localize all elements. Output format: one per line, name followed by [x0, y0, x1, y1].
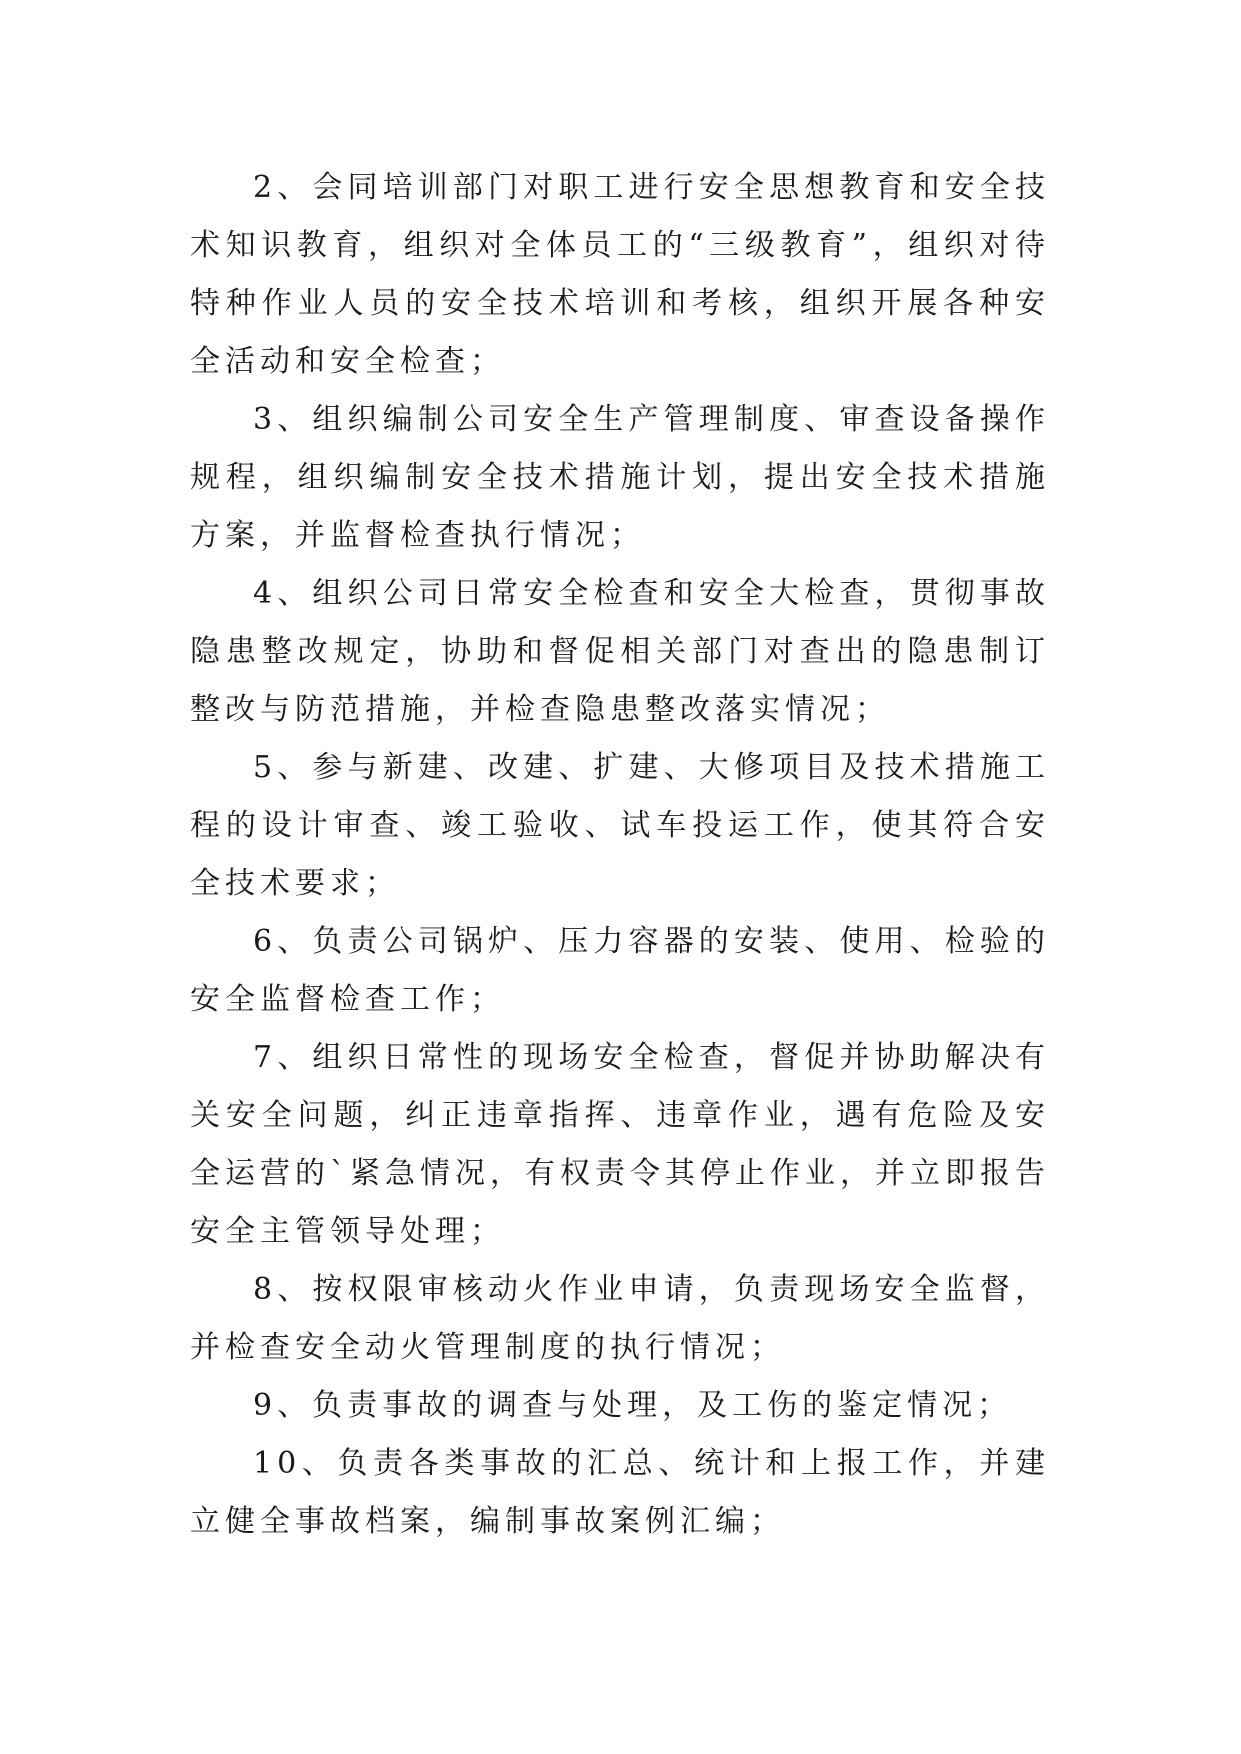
paragraph-item-5: 5、参与新建、改建、扩建、大修项目及技术措施工程的设计审查、竣工验收、试车投运工作，使其符合安全技术要求； — [190, 750, 1050, 901]
paragraph-item-6: 6、负责公司锅炉、压力容器的安装、使用、检验的安全监督检查工作； — [190, 924, 1050, 1017]
paragraph-item-7: 7、组织日常性的现场安全检查，督促并协助解决有关安全问题，纠正违章指挥、违章作业，遇有危险及安全运营的`紧急情况，有权责令其停止作业，并立即报告安全主管领导处理； — [190, 1040, 1050, 1249]
paragraph-item-4: 4、组织公司日常安全检查和安全大检查，贯彻事故隐患整改规定，协助和督促相关部门对查出的隐患制订整改与防范措施，并检查隐患整改落实情况； — [190, 576, 1050, 727]
document-body — [190, 159, 1050, 1551]
paragraph-item-8: 8、按权限审核动火作业申请，负责现场安全监督，并检查安全动火管理制度的执行情况； — [190, 1272, 1050, 1365]
paragraph-item-9: 9、负责事故的调查与处理，及工伤的鉴定情况； — [253, 1388, 1013, 1423]
paragraph-item-10: 10、负责各类事故的汇总、统计和上报工作，并建立健全事故档案，编制事故案例汇编； — [190, 1446, 1050, 1539]
paragraph-item-3: 3、组织编制公司安全生产管理制度、审查设备操作规程，组织编制安全技术措施计划，提出安全技术措施方案，并监督检查执行情况； — [190, 402, 1050, 553]
paragraph-item-2: 2、会同培训部门对职工进行安全思想教育和安全技术知识教育，组织对全体员工的“三级教育”，组织对待特种作业人员的安全技术培训和考核，组织开展各种安全活动和安全检查； — [190, 170, 1050, 379]
